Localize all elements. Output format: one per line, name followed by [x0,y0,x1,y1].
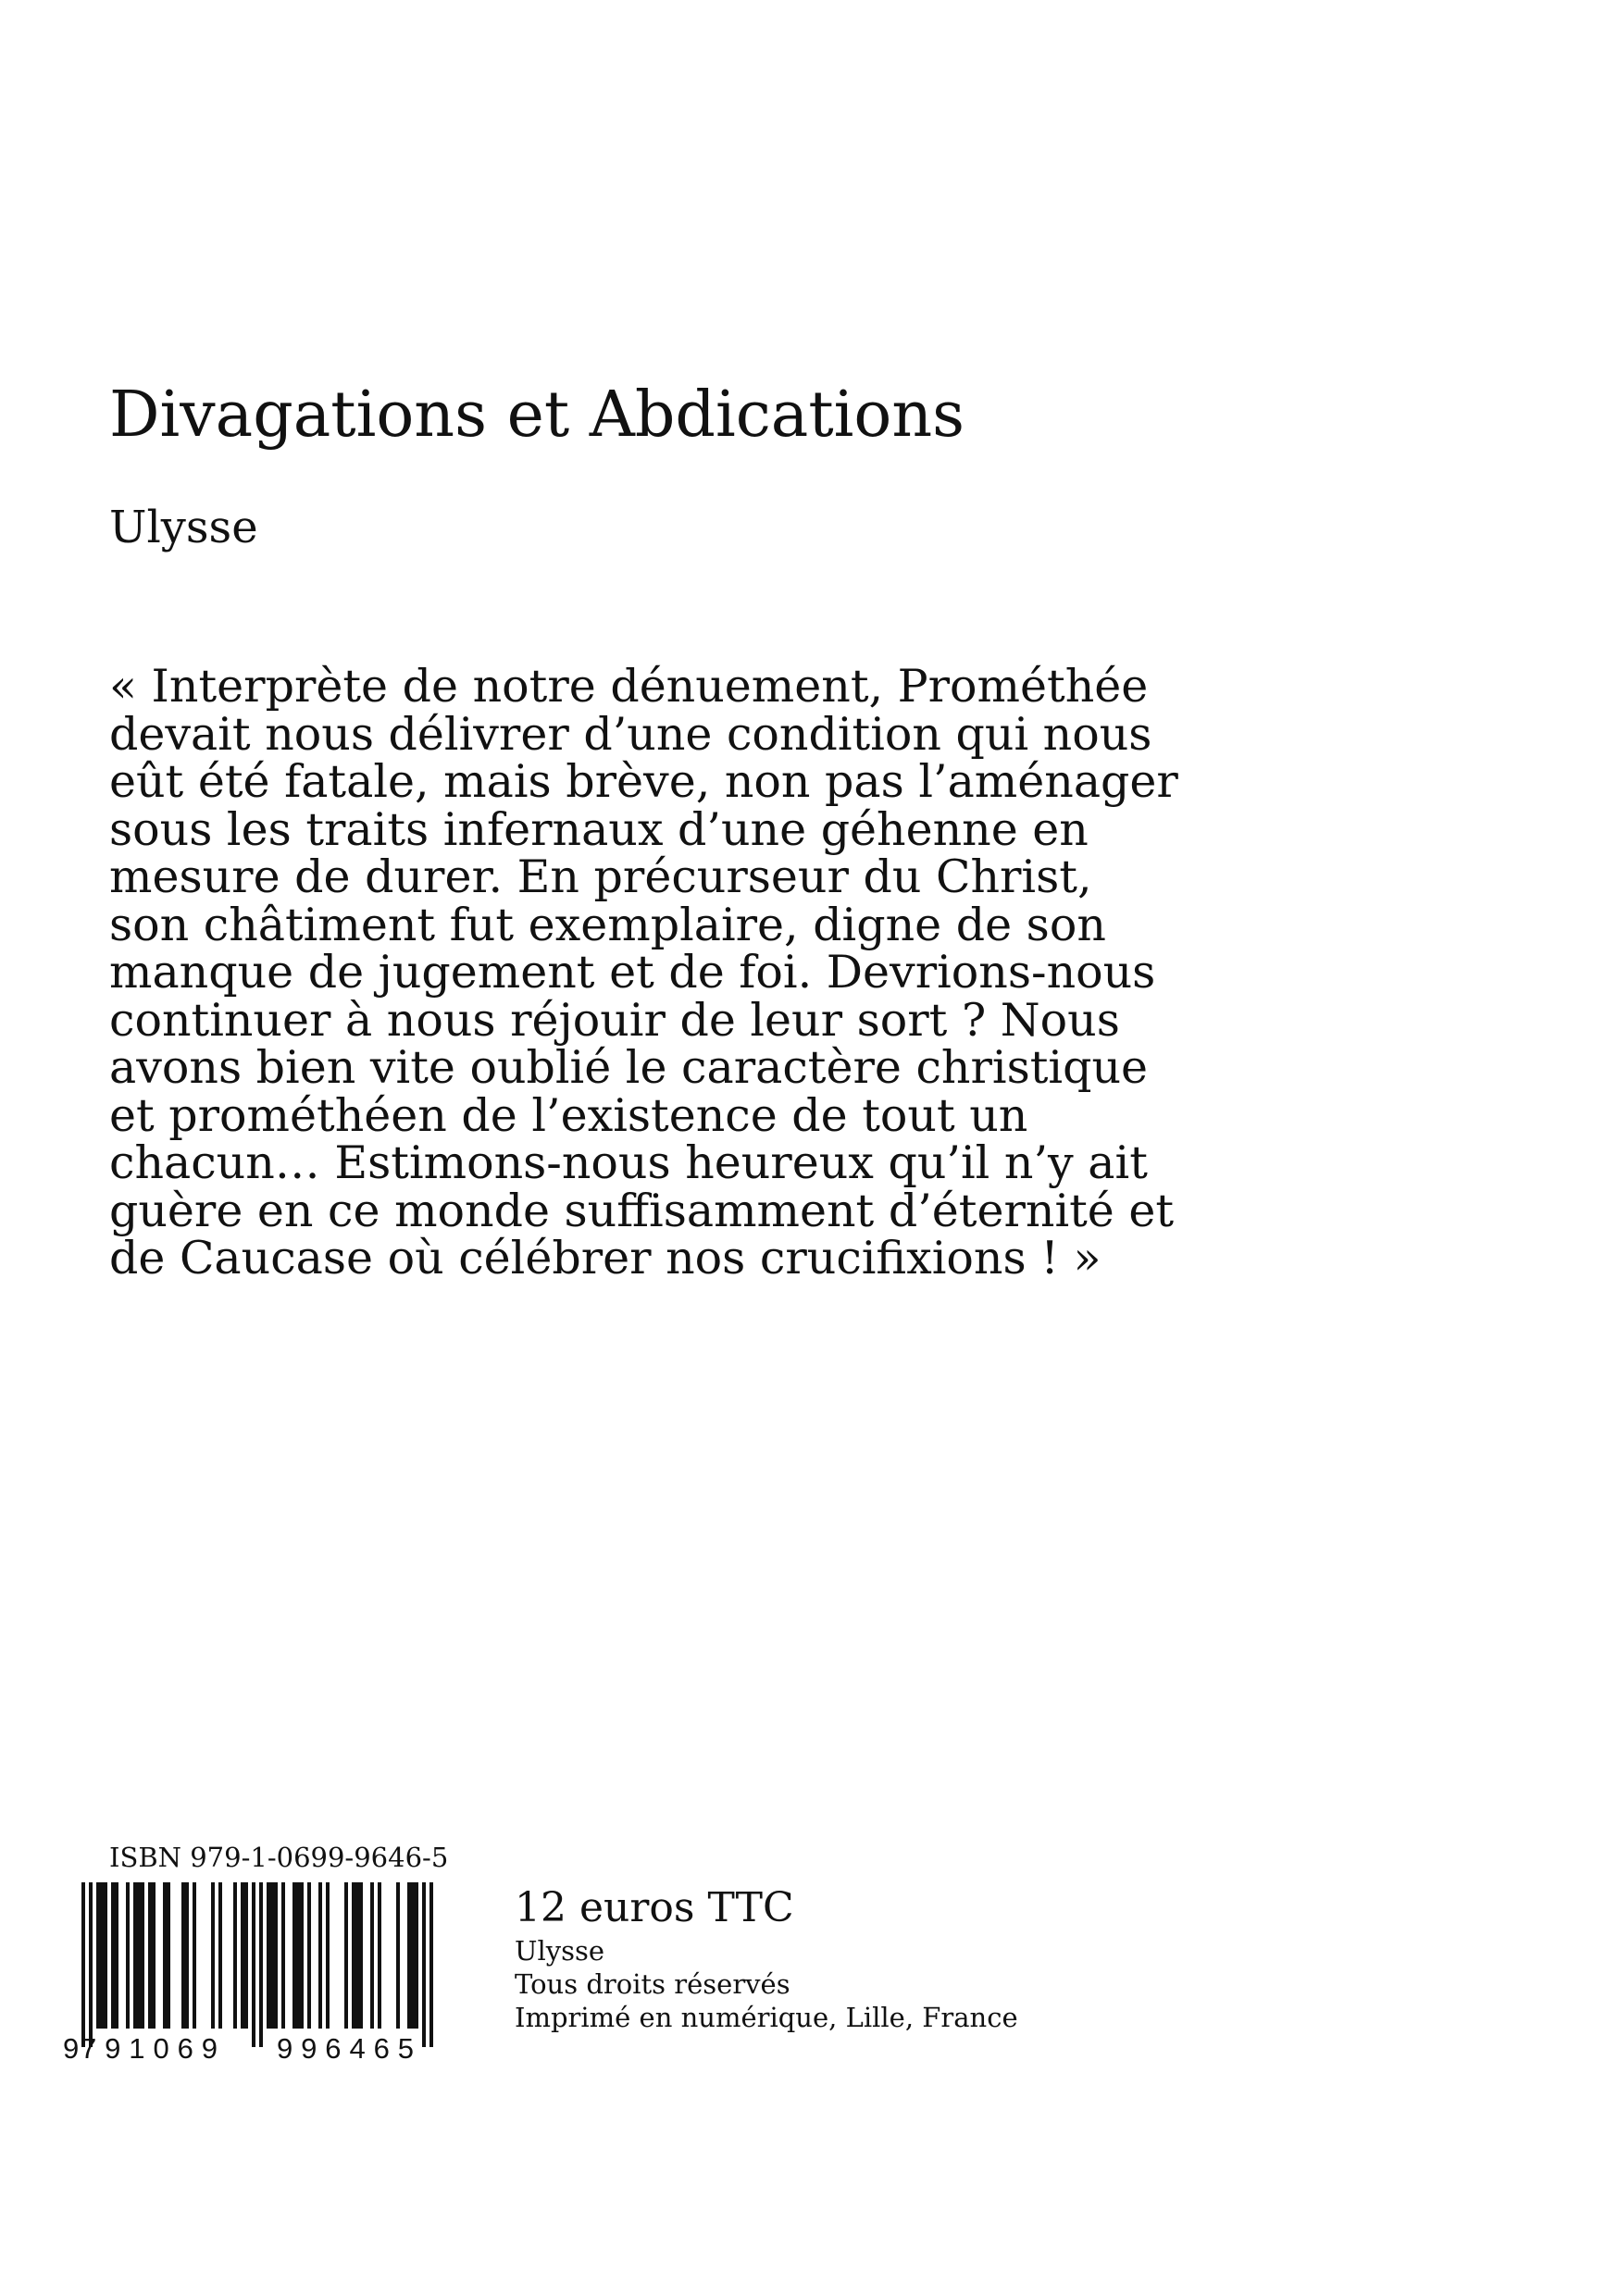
blurb-line: avons bien vite oublié le caractère christique [109,1041,1148,1094]
barcode-bar [89,1882,93,2047]
barcode-bar [167,1882,170,2029]
barcode-bar [422,1882,426,2047]
barcode-bar [104,1882,107,2029]
barcode-bar [259,1882,263,2047]
barcode-bar [318,1882,322,2029]
barcode-bar [163,1882,167,2029]
publisher-name: Ulysse [515,1935,605,1967]
barcode-bar [137,1882,141,2029]
blurb-line: devait nous délivrer d’une condition qui nous [109,707,1152,761]
barcode-bar [152,1882,156,2029]
barcode-bar [292,1882,296,2029]
barcode-bar [300,1882,304,2029]
rights-notice: Tous droits réservés [515,1968,790,2000]
blurb-line: manque de jugement et de foi. Devrions-nous [109,946,1156,999]
barcode-bar [281,1882,285,2029]
barcode-bar [185,1882,189,2029]
isbn-barcode [61,1882,459,2067]
barcode-bar [133,1882,137,2029]
barcode-bar [411,1882,415,2029]
barcode-bar [115,1882,118,2029]
barcode-bar [100,1882,104,2029]
blurb-line: de Caucase où célébrer nos crucifixions ! » [109,1232,1101,1285]
back-cover-blurb [109,660,1266,1285]
barcode-bar [218,1882,222,2029]
book-author: Ulysse [109,502,258,553]
blurb-line: guère en ce monde suffisamment d’éternité et [109,1184,1175,1237]
barcode-bar [396,1882,400,2029]
barcode-bar [81,1882,85,2047]
blurb-line: son châtiment fut exemplaire, digne de son [109,898,1106,951]
blurb-line: eût été fatale, mais brève, non pas l’aménager [109,755,1178,808]
book-title: Divagations et Abdications [109,379,965,452]
barcode-bar [296,1882,300,2029]
barcode-bar [233,1882,237,2029]
price: 12 euros TTC [515,1884,794,1931]
barcode-bar [181,1882,185,2029]
barcode-bar [429,1882,433,2047]
barcode-bar [141,1882,144,2029]
barcode-bar [111,1882,115,2029]
barcode-bar [355,1882,359,2029]
barcode-right-digits: 996465 [277,2032,414,2065]
barcode-bar [211,1882,215,2029]
barcode-bar [126,1882,130,2029]
barcode-bar [415,1882,418,2029]
barcode-bar [267,1882,270,2029]
colophon [515,1934,1018,2034]
printing-info: Imprimé en numérique, Lille, France [515,2002,1018,2033]
barcode-first-digit: 9 [63,2032,80,2065]
barcode-bar [326,1882,330,2029]
barcode-bar [352,1882,355,2029]
blurb-line: et prométhéen de l’existence de tout un [109,1088,1028,1142]
barcode-bar [274,1882,278,2029]
barcode-bar [241,1882,244,2029]
barcode-bar [193,1882,196,2029]
barcode-bar [307,1882,311,2029]
barcode-bar [370,1882,374,2029]
blurb-line: mesure de durer. En précurseur du Christ, [109,850,1092,903]
barcode-bar [148,1882,152,2029]
barcode-left-digits: 791069 [81,2032,218,2065]
barcode-bar [344,1882,348,2029]
isbn-label: ISBN 979-1-0699-9646-5 [109,1842,449,1873]
blurb-line: chacun… Estimons-nous heureux qu’il n’y ait [109,1136,1148,1189]
barcode-bar [270,1882,274,2029]
barcode-bar [359,1882,363,2029]
barcode-bars [81,1882,433,2047]
blurb-line: « Interprète de notre dénuement, Prométhée [109,660,1149,713]
barcode-bar [252,1882,255,2047]
blurb-line: sous les traits infernaux d’une géhenne en [109,802,1089,856]
barcode-bar [407,1882,411,2029]
barcode-bar [96,1882,100,2029]
blurb-line: continuer à nous réjouir de leur sort ? Nous [109,993,1120,1047]
barcode-bar [244,1882,248,2029]
barcode-bar [378,1882,381,2029]
